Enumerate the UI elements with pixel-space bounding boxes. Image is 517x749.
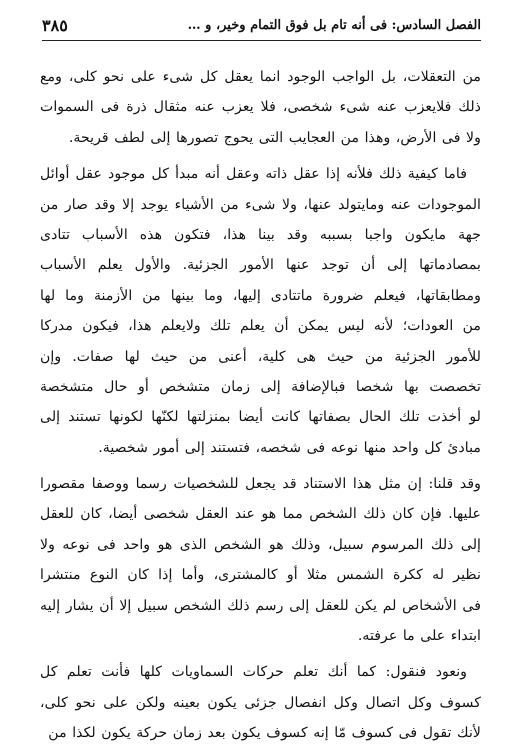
text-line: الموجودات عنه ومايتولد عنها، ولا شىء من الأشياء يوجد إلا وقد صار من <box>40 196 481 213</box>
text-line: وقد قلنا: إن مثل هذا الاستناد قد يجعل للشخصيات رسما ووصفا مقصورا <box>40 476 481 493</box>
text-line: لو أخذت تلك الحال بصفاتها كانت أيضا بمنزلتها لكنّها لكونها تستند إلى <box>40 409 481 426</box>
text-line: بمصادماتها إلى أن توجد عنها الأمور الجزئية. والأول يعلم الأسباب <box>40 257 481 274</box>
text-line: ولا فى الأرض، وهذا من العجايب التى يحوج تصورها إلى لطف قريحة. <box>68 129 481 146</box>
text-line: إلى ذلك المرسوم سبيل، وذلك هو الشخص الذى هو واحد فى نوعه ولا <box>40 536 481 553</box>
text-line: جهة مايكون واجبا بسببه وقد بينا هذا، فتكون هذه الأسباب تتادى <box>40 226 481 243</box>
running-title: الفصل السادس: فى أنه تام بل فوق التمام وخير، و … <box>187 17 481 33</box>
text-line: للأمور الجزئية من حيث هى كلية، أعنى من حيث لها صفات. وإن <box>40 348 481 365</box>
text-line: من التعقلات، بل الواجب الوجود انما يعقل كل شىء على نحو كلى، ومع <box>40 69 481 85</box>
text-line: عليها. فإن كان ذلك الشخص مما هو عند العقل شخصى أيضا، كان للعقل <box>40 506 481 523</box>
header-divider <box>42 40 481 41</box>
page-header <box>42 12 481 38</box>
text-line: تخصصت بها شخصا فبالإضافة إلى زمان متشخص أو حال متشخصة <box>40 378 481 395</box>
text-line: لأنك تقول فى كسوف مّا إنه كسوف يكون بعد زمان حركة يكون لكذا من <box>48 725 481 742</box>
paragraph <box>40 469 481 651</box>
text-line: من العودات؛ لأنه ليس يمكن أن يعلم تلك ولايعلم هذا، فيكون مدركا <box>40 318 481 335</box>
text-line: ومطابقاتها، فيعلم ضرورة ماتتادى إليها، وما بينها من الأزمنة وما لها <box>40 287 481 304</box>
text-line: ذلك فلايعزب عنه شىء شخصى، فلا يعزب عنه مثقال ذرة فى السموات <box>40 99 481 116</box>
text-line: كسوف وكل اتصال وكل انفصال جزئى يكون بعينه ولكن على نحو كلى، <box>40 694 481 711</box>
paragraph <box>40 657 481 748</box>
text-line: فى الأشخاص لم يكن للعقل إلى رسم ذلك الشخص سبيل إلا أن يشار إليه <box>40 597 481 614</box>
text-line: ابتداء على ما عرفته. <box>357 628 481 645</box>
body-text <box>40 62 481 742</box>
paragraph <box>40 159 481 463</box>
text-line: فاما كيفية ذلك فلأنه إذا عقل ذاته وعقل أنه مبدأ كل موجود عقل أوائل <box>40 166 467 183</box>
text-line: ونعود فنقول: كما أنك تعلم حركات السماويات كلها فأنت تعلم كل <box>40 664 467 681</box>
page-number: ٣٨٥ <box>42 15 68 35</box>
paragraph <box>40 62 481 153</box>
text-line: مبادئ كل واحد منها نوعه فى شخصه، فتستند إلى أمور شخصية. <box>98 439 481 456</box>
text-line: نظير له ككرة الشمس مثلا أو كالمشترى، وأما إذا كان النوع منتشرا <box>40 567 481 584</box>
